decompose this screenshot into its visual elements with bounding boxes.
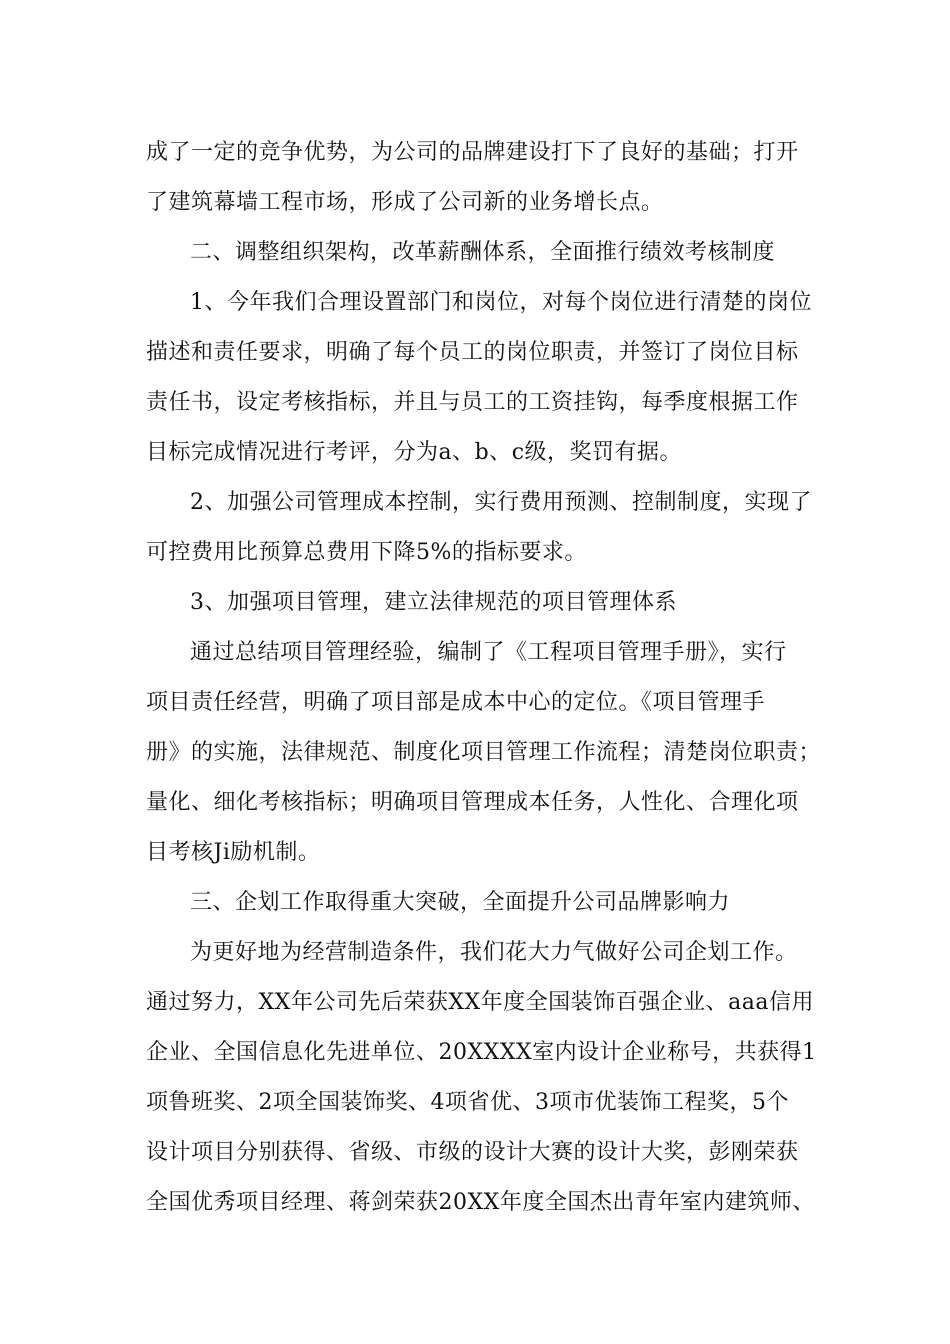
text-line: 设计项目分别获得、省级、市级的设计大赛的设计大奖，彭刚荣获 [146, 1140, 799, 1165]
text-line: 描述和责任要求，明确了每个员工的岗位职责，并签订了岗位目标 [146, 340, 799, 365]
text-line: 通过总结项目管理经验，编制了《工程项目管理手册》，实行 [190, 640, 787, 665]
text-line: 可控费用比预算总费用下降5%的指标要求。 [146, 540, 587, 565]
text-line: 1、今年我们合理设置部门和岗位，对每个岗位进行清楚的岗位 [190, 290, 812, 315]
text-line: 为更好地为经营制造条件，我们花大力气做好公司企划工作。 [190, 940, 798, 965]
text-line: 企业、全国信息化先进单位、20XXXX室内设计企业称号，共获得1 [146, 1040, 817, 1065]
text-line: 目标完成情况进行考评，分为a、b、c级，奖罚有据。 [146, 440, 683, 465]
text-line: 量化、细化考核指标；明确项目管理成本任务，人性化、合理化项 [146, 790, 799, 815]
text-line: 项鲁班奖、2项全国装饰奖、4项省优、3项市优装饰工程奖，5个 [146, 1090, 789, 1115]
text-line: 3、加强项目管理，建立法律规范的项目管理体系 [190, 590, 677, 615]
section-heading: 二、调整组织架构，改革薪酬体系，全面推行绩效考核制度 [190, 240, 776, 265]
text-line: 册》的实施，法律规范、制度化项目管理工作流程；清楚岗位职责； [146, 740, 822, 765]
document-body [146, 128, 822, 1228]
text-line: 责任书，设定考核指标，并且与员工的工资挂钩，每季度根据工作 [146, 390, 799, 415]
text-line: 项目责任经营，明确了项目部是成本中心的定位。《项目管理手 [146, 690, 766, 715]
text-line: 2、加强公司管理成本控制，实行费用预测、控制制度，实现了 [190, 490, 812, 515]
section-heading: 三、企划工作取得重大突破，全面提升公司品牌影响力 [190, 890, 731, 915]
text-line: 了建筑幕墙工程市场，形成了公司新的业务增长点。 [146, 190, 664, 215]
text-line: 目考核Ji励机制。 [146, 840, 321, 865]
text-line: 全国优秀项目经理、蒋剑荣获20XX年度全国杰出青年室内建筑师、 [146, 1190, 815, 1215]
text-line: 成了一定的竞争优势，为公司的品牌建设打下了良好的基础；打开 [146, 140, 799, 165]
text-line: 通过努力，XX年公司先后荣获XX年度全国装饰百强企业、aaa信用 [146, 990, 814, 1015]
